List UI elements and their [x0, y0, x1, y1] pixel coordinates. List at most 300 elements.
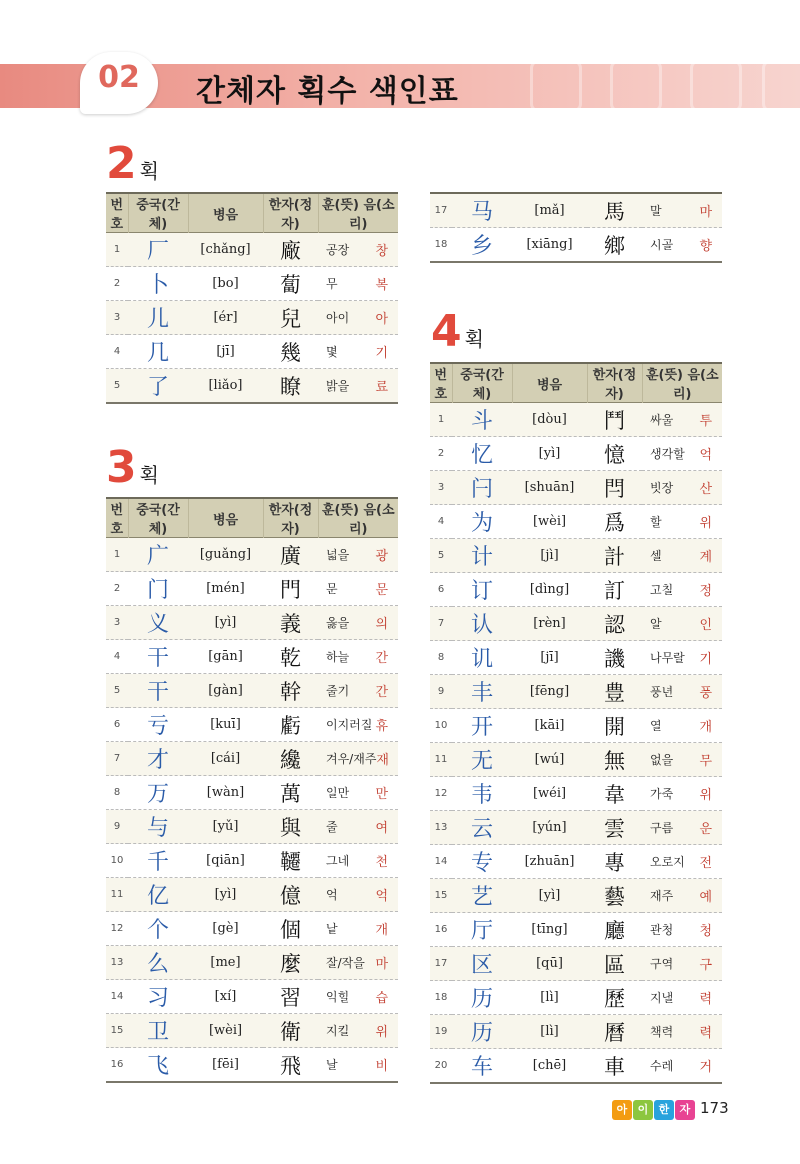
pinyin: [xiāng] — [512, 228, 587, 263]
meaning-sound-cell — [318, 335, 398, 369]
section-number: 2 — [106, 138, 137, 189]
meaning-sound-cell — [642, 845, 722, 879]
row-number: 16 — [430, 913, 452, 947]
row-number: 15 — [106, 1014, 128, 1048]
row-number: 6 — [106, 708, 128, 742]
meaning-sound-cell — [318, 708, 398, 742]
brand-logo — [612, 1100, 696, 1120]
pinyin: [ér] — [188, 301, 263, 335]
row-number: 17 — [430, 947, 452, 981]
pinyin: [kuī] — [188, 708, 263, 742]
pinyin: [gè] — [188, 912, 263, 946]
sound: 투 — [699, 414, 712, 429]
traditional-char: 韆 — [263, 844, 318, 878]
meaning-sound-cell — [318, 267, 398, 301]
row-number: 3 — [430, 471, 452, 505]
table-header-row — [430, 363, 722, 403]
column-header: 중국(간체) — [452, 363, 512, 403]
table-row — [430, 811, 722, 845]
pinyin: [wèi] — [188, 1014, 263, 1048]
sound: 거 — [699, 1060, 712, 1075]
sound: 구 — [699, 958, 712, 973]
meaning-sound-cell — [642, 675, 722, 709]
column-header: 훈(뜻) 음(소리) — [318, 193, 398, 233]
table-row — [106, 335, 398, 369]
sound: 천 — [375, 855, 388, 870]
traditional-char: 馬 — [587, 193, 642, 228]
table-row — [106, 640, 398, 674]
row-number: 5 — [106, 674, 128, 708]
simplified-char: 亏 — [128, 708, 188, 742]
meaning: 관청 — [650, 923, 674, 937]
sound: 복 — [375, 278, 388, 293]
simplified-char: 云 — [452, 811, 512, 845]
meaning-sound-cell — [318, 1048, 398, 1083]
table-row — [106, 674, 398, 708]
sound: 개 — [375, 923, 388, 938]
meaning: 일만 — [326, 786, 350, 800]
table-row — [430, 981, 722, 1015]
section-heading-4 — [431, 306, 484, 357]
row-number: 13 — [430, 811, 452, 845]
meaning: 공장 — [326, 243, 350, 257]
row-number: 1 — [430, 403, 452, 437]
simplified-char: 才 — [128, 742, 188, 776]
table-row — [430, 228, 722, 263]
meaning: 옳을 — [326, 616, 350, 630]
brand-char: 이 — [633, 1100, 653, 1120]
section-unit: 획 — [464, 327, 484, 351]
sound: 간 — [375, 651, 388, 666]
table-row — [430, 777, 722, 811]
simplified-char: 艺 — [452, 879, 512, 913]
pinyin: [guǎng] — [188, 538, 263, 572]
sound: 위 — [375, 1025, 388, 1040]
simplified-char: 习 — [128, 980, 188, 1014]
row-number: 19 — [430, 1015, 452, 1049]
page-number: 173 — [700, 1099, 729, 1117]
pinyin: [jì] — [512, 539, 587, 573]
meaning: 아이 — [326, 311, 350, 325]
table-row — [106, 369, 398, 404]
sound: 휴 — [375, 719, 388, 734]
row-number: 15 — [430, 879, 452, 913]
pinyin: [qū] — [512, 947, 587, 981]
meaning: 이지러질 — [326, 718, 373, 732]
table-row — [430, 913, 722, 947]
pinyin: [yì] — [512, 879, 587, 913]
pinyin: [tīng] — [512, 913, 587, 947]
simplified-char: 么 — [128, 946, 188, 980]
meaning-sound-cell — [642, 879, 722, 913]
traditional-char: 憶 — [587, 437, 642, 471]
table-header-row — [106, 498, 398, 538]
table-row — [106, 742, 398, 776]
meaning-sound-cell — [318, 674, 398, 708]
table-row — [106, 538, 398, 572]
meaning: 익힐 — [326, 990, 350, 1004]
row-number: 20 — [430, 1049, 452, 1084]
traditional-char: 習 — [263, 980, 318, 1014]
traditional-char: 虧 — [263, 708, 318, 742]
column-header: 번호 — [430, 363, 452, 403]
meaning: 넓을 — [326, 548, 350, 562]
pinyin: [wéi] — [512, 777, 587, 811]
meaning: 그네 — [326, 854, 350, 868]
pinyin: [wú] — [512, 743, 587, 777]
sound: 위 — [699, 788, 712, 803]
row-number: 8 — [106, 776, 128, 810]
row-number: 5 — [430, 539, 452, 573]
sound: 계 — [699, 550, 712, 565]
traditional-char: 義 — [263, 606, 318, 640]
sound: 인 — [699, 618, 712, 633]
stroke-2-table-continued — [430, 192, 722, 263]
meaning-sound-cell — [642, 811, 722, 845]
pinyin: [chǎng] — [188, 233, 263, 267]
traditional-char: 爲 — [587, 505, 642, 539]
table-row — [106, 606, 398, 640]
traditional-char: 衛 — [263, 1014, 318, 1048]
simplified-char: 斗 — [452, 403, 512, 437]
column-header: 병음 — [512, 363, 587, 403]
section-unit: 획 — [139, 159, 159, 183]
pinyin: [bo] — [188, 267, 263, 301]
row-number: 4 — [430, 505, 452, 539]
traditional-char: 億 — [263, 878, 318, 912]
meaning-sound-cell — [642, 1015, 722, 1049]
table-row — [106, 946, 398, 980]
pinyin: [fēng] — [512, 675, 587, 709]
column-header: 한자(정자) — [587, 363, 642, 403]
meaning-sound-cell — [642, 437, 722, 471]
simplified-char: 干 — [128, 674, 188, 708]
row-number: 17 — [430, 193, 452, 228]
section-number: 4 — [431, 306, 462, 357]
traditional-char: 鬥 — [587, 403, 642, 437]
pinyin: [cái] — [188, 742, 263, 776]
table-row — [106, 1014, 398, 1048]
row-number: 14 — [430, 845, 452, 879]
traditional-char: 個 — [263, 912, 318, 946]
meaning-sound-cell — [642, 1049, 722, 1084]
meaning-sound-cell — [318, 776, 398, 810]
pinyin: [liǎo] — [188, 369, 263, 404]
pinyin: [yì] — [188, 606, 263, 640]
meaning: 가죽 — [650, 787, 674, 801]
meaning: 시골 — [650, 238, 674, 252]
meaning: 구역 — [650, 957, 674, 971]
pinyin: [qiān] — [188, 844, 263, 878]
table-row — [430, 437, 722, 471]
row-number: 3 — [106, 606, 128, 640]
traditional-char: 豊 — [587, 675, 642, 709]
stroke-4-table — [430, 362, 722, 1084]
traditional-char: 開 — [587, 709, 642, 743]
sound: 력 — [699, 992, 712, 1007]
simplified-char: 厂 — [128, 233, 188, 267]
meaning-sound-cell — [642, 641, 722, 675]
meaning-sound-cell — [318, 640, 398, 674]
row-number: 4 — [106, 335, 128, 369]
meaning-sound-cell — [318, 912, 398, 946]
meaning: 잘/작을 — [326, 956, 365, 970]
simplified-char: 广 — [128, 538, 188, 572]
simplified-char: 为 — [452, 505, 512, 539]
meaning-sound-cell — [318, 946, 398, 980]
meaning-sound-cell — [318, 980, 398, 1014]
sound: 예 — [699, 890, 712, 905]
simplified-char: 门 — [128, 572, 188, 606]
traditional-char: 幹 — [263, 674, 318, 708]
meaning-sound-cell — [318, 538, 398, 572]
pinyin: [xí] — [188, 980, 263, 1014]
row-number: 12 — [430, 777, 452, 811]
pinyin: [jī] — [512, 641, 587, 675]
pinyin: [lì] — [512, 981, 587, 1015]
simplified-char: 韦 — [452, 777, 512, 811]
row-number: 13 — [106, 946, 128, 980]
meaning-sound-cell — [642, 539, 722, 573]
brand-char: 자 — [675, 1100, 695, 1120]
meaning-sound-cell — [318, 1014, 398, 1048]
meaning-sound-cell — [642, 709, 722, 743]
table-row — [106, 878, 398, 912]
pinyin: [chē] — [512, 1049, 587, 1084]
section-number: 3 — [106, 442, 137, 493]
traditional-char: 曆 — [587, 1015, 642, 1049]
traditional-char: 鄉 — [587, 228, 642, 263]
meaning-sound-cell — [642, 471, 722, 505]
row-number: 2 — [430, 437, 452, 471]
table-row — [430, 641, 722, 675]
table-row — [430, 845, 722, 879]
pinyin: [wèi] — [512, 505, 587, 539]
traditional-char: 訂 — [587, 573, 642, 607]
sound: 기 — [375, 346, 388, 361]
column-header: 번호 — [106, 498, 128, 538]
pinyin: [dòu] — [512, 403, 587, 437]
pinyin: [dìng] — [512, 573, 587, 607]
simplified-char: 乡 — [452, 228, 512, 263]
meaning: 구름 — [650, 821, 674, 835]
table-row — [430, 607, 722, 641]
simplified-char: 卜 — [128, 267, 188, 301]
meaning: 줄 — [326, 820, 338, 834]
column-header: 병음 — [188, 498, 263, 538]
meaning: 지낼 — [650, 991, 674, 1005]
row-number: 1 — [106, 538, 128, 572]
section-heading-3 — [106, 442, 159, 493]
meaning: 날 — [326, 1058, 338, 1072]
meaning-sound-cell — [642, 777, 722, 811]
meaning-sound-cell — [642, 947, 722, 981]
traditional-char: 與 — [263, 810, 318, 844]
traditional-char: 計 — [587, 539, 642, 573]
simplified-char: 马 — [452, 193, 512, 228]
meaning: 알 — [650, 617, 662, 631]
traditional-char: 譏 — [587, 641, 642, 675]
simplified-char: 亿 — [128, 878, 188, 912]
traditional-char: 車 — [587, 1049, 642, 1084]
column-header: 중국(간체) — [128, 498, 188, 538]
brand-char: 아 — [612, 1100, 632, 1120]
table-row — [430, 471, 722, 505]
meaning-sound-cell — [642, 505, 722, 539]
simplified-char: 历 — [452, 981, 512, 1015]
brand-char: 한 — [654, 1100, 674, 1120]
column-header: 병음 — [188, 193, 263, 233]
row-number: 7 — [106, 742, 128, 776]
simplified-char: 与 — [128, 810, 188, 844]
meaning: 밝을 — [326, 379, 350, 393]
meaning: 말 — [650, 204, 662, 218]
simplified-char: 丰 — [452, 675, 512, 709]
simplified-char: 几 — [128, 335, 188, 369]
meaning: 할 — [650, 515, 662, 529]
traditional-char: 兒 — [263, 301, 318, 335]
row-number: 10 — [430, 709, 452, 743]
pinyin: [gàn] — [188, 674, 263, 708]
banner-decoration — [500, 64, 800, 108]
traditional-char: 認 — [587, 607, 642, 641]
row-number: 10 — [106, 844, 128, 878]
table-row — [106, 844, 398, 878]
meaning: 문 — [326, 582, 338, 596]
sound: 개 — [699, 720, 712, 735]
table-row — [430, 675, 722, 709]
sound: 력 — [699, 1026, 712, 1041]
simplified-char: 车 — [452, 1049, 512, 1084]
meaning: 나무랄 — [650, 651, 685, 665]
row-number: 2 — [106, 267, 128, 301]
sound: 비 — [375, 1059, 388, 1074]
meaning: 지킬 — [326, 1024, 350, 1038]
row-number: 2 — [106, 572, 128, 606]
traditional-char: 蔔 — [263, 267, 318, 301]
sound: 여 — [375, 821, 388, 836]
simplified-char: 认 — [452, 607, 512, 641]
simplified-char: 卫 — [128, 1014, 188, 1048]
table-row — [106, 233, 398, 267]
traditional-char: 門 — [263, 572, 318, 606]
sound: 풍 — [699, 686, 712, 701]
sound: 간 — [375, 685, 388, 700]
sound: 위 — [699, 516, 712, 531]
sound: 문 — [375, 583, 388, 598]
simplified-char: 区 — [452, 947, 512, 981]
pinyin: [gān] — [188, 640, 263, 674]
table-row — [430, 709, 722, 743]
meaning-sound-cell — [318, 742, 398, 776]
meaning: 책력 — [650, 1025, 674, 1039]
simplified-char: 开 — [452, 709, 512, 743]
traditional-char: 乾 — [263, 640, 318, 674]
sound: 의 — [375, 617, 388, 632]
meaning: 몇 — [326, 345, 338, 359]
table-row — [430, 1015, 722, 1049]
pinyin: [mǎ] — [512, 193, 587, 228]
traditional-char: 廣 — [263, 538, 318, 572]
chapter-number: 02 — [98, 60, 140, 95]
simplified-char: 讥 — [452, 641, 512, 675]
simplified-char: 无 — [452, 743, 512, 777]
table-row — [106, 810, 398, 844]
simplified-char: 计 — [452, 539, 512, 573]
simplified-char: 订 — [452, 573, 512, 607]
traditional-char: 瞭 — [263, 369, 318, 404]
pinyin: [yì] — [188, 878, 263, 912]
table-row — [430, 505, 722, 539]
column-header: 중국(간체) — [128, 193, 188, 233]
meaning: 겨우/재주 — [326, 752, 377, 766]
row-number: 7 — [430, 607, 452, 641]
row-number: 9 — [430, 675, 452, 709]
sound: 청 — [699, 924, 712, 939]
pinyin: [mén] — [188, 572, 263, 606]
simplified-char: 了 — [128, 369, 188, 404]
meaning: 빗장 — [650, 481, 674, 495]
column-header: 훈(뜻) 음(소리) — [642, 363, 722, 403]
meaning-sound-cell — [318, 369, 398, 404]
table-row — [430, 1049, 722, 1084]
traditional-char: 廳 — [587, 913, 642, 947]
table-row — [106, 1048, 398, 1083]
meaning-sound-cell — [642, 913, 722, 947]
meaning-sound-cell — [642, 193, 722, 228]
table-row — [430, 879, 722, 913]
pinyin: [rèn] — [512, 607, 587, 641]
meaning-sound-cell — [318, 810, 398, 844]
sound: 마 — [699, 205, 712, 220]
row-number: 6 — [430, 573, 452, 607]
row-number: 1 — [106, 233, 128, 267]
sound: 료 — [375, 380, 388, 395]
traditional-char: 專 — [587, 845, 642, 879]
sound: 향 — [699, 239, 712, 254]
meaning-sound-cell — [642, 403, 722, 437]
sound: 창 — [375, 244, 388, 259]
row-number: 12 — [106, 912, 128, 946]
meaning-sound-cell — [642, 743, 722, 777]
sound: 억 — [375, 889, 388, 904]
pinyin: [lì] — [512, 1015, 587, 1049]
row-number: 4 — [106, 640, 128, 674]
meaning-sound-cell — [318, 606, 398, 640]
stroke-2-table — [106, 192, 398, 404]
table-row — [106, 980, 398, 1014]
simplified-char: 闩 — [452, 471, 512, 505]
simplified-char: 专 — [452, 845, 512, 879]
meaning: 재주 — [650, 889, 674, 903]
sound: 기 — [699, 652, 712, 667]
row-number: 11 — [106, 878, 128, 912]
meaning: 고칠 — [650, 583, 674, 597]
meaning: 없을 — [650, 753, 674, 767]
meaning-sound-cell — [642, 573, 722, 607]
meaning: 생각할 — [650, 447, 685, 461]
traditional-char: 歷 — [587, 981, 642, 1015]
traditional-char: 藝 — [587, 879, 642, 913]
sound: 아 — [375, 312, 388, 327]
meaning: 수레 — [650, 1059, 674, 1073]
column-header: 한자(정자) — [263, 498, 318, 538]
row-number: 16 — [106, 1048, 128, 1083]
sound: 산 — [699, 482, 712, 497]
table-row — [430, 743, 722, 777]
sound: 만 — [375, 787, 388, 802]
column-header: 한자(정자) — [263, 193, 318, 233]
